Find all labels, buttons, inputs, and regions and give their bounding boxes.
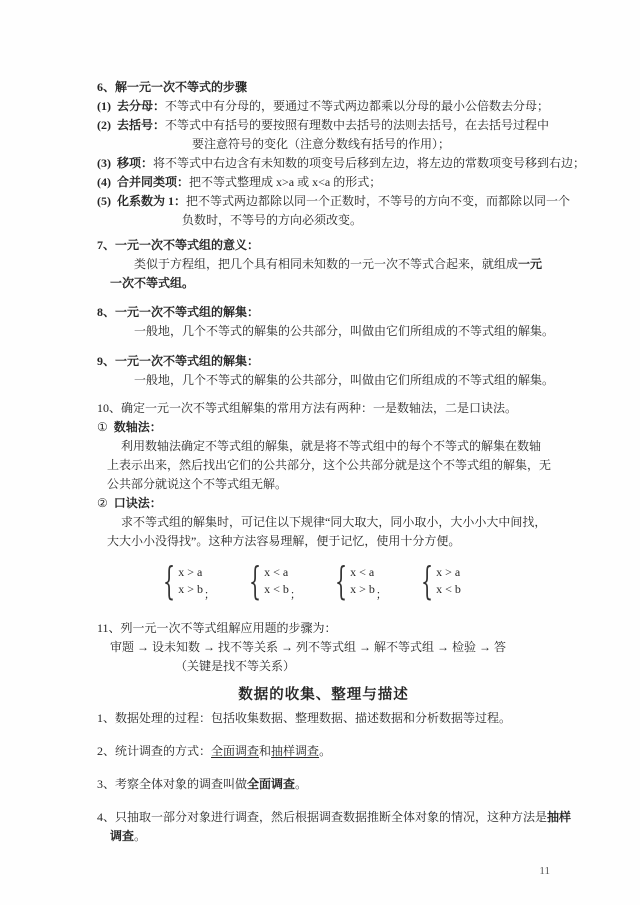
flow-note: （关键是找不等关系）	[175, 659, 296, 673]
underlined-term-sampling: 抽样调查	[271, 744, 320, 758]
underlined-term-census: 全面调查	[211, 744, 260, 758]
item-text: 4、只抽取一部分对象进行调查，然后根据调查数据推断全体对象的情况，这种方法是	[97, 810, 548, 824]
item-text: 。	[295, 777, 308, 791]
separator-semicolon: ；	[375, 589, 387, 601]
item-text: 和	[259, 744, 272, 758]
method-1-line-1: 利用数轴法确定不等式组的解集，就是将不等式组中的每个不等式的解集在数轴	[121, 439, 542, 453]
inequality-top: x > a	[178, 565, 203, 579]
item-term: 合并同类项：	[117, 175, 190, 189]
method-2-line-2: 大大小小没得找”。这种方法容易理解，便于记忆，使用十分方便。	[107, 534, 461, 548]
inequality-systems	[157, 559, 550, 603]
section-8-body: 一般地，几个不等式的解集的公共部分，叫做由它们所组成的不等式组的解集。	[134, 324, 555, 338]
body-text: 类似于方程组，把几个具有相同未知数的一元一次不等式合起来，就组成	[134, 257, 519, 271]
method-term: 数轴法：	[113, 420, 162, 434]
separator-semicolon: ；	[289, 589, 301, 601]
data-item-4	[97, 808, 572, 827]
method-1-heading	[97, 418, 550, 437]
data-item-4-cont	[97, 827, 550, 846]
inequality-bottom: x > b	[350, 582, 375, 596]
item-term: 化系数为 1：	[117, 194, 187, 208]
key-term-sampling: 抽样	[547, 810, 572, 824]
item-marker: (2)	[97, 118, 111, 132]
part-2-title: 数据的收集、整理与描述	[238, 687, 409, 703]
system-column	[178, 564, 203, 598]
system-column	[436, 564, 461, 598]
inequality-bottom: x > b	[178, 582, 203, 596]
system-column	[350, 564, 375, 598]
inequality-system-4	[415, 560, 462, 602]
inequality-bottom: x < b	[264, 582, 289, 596]
item-marker: (4)	[97, 175, 111, 189]
section-8-heading: 8、一元一次不等式组的解集：	[97, 305, 260, 319]
step-item-1	[97, 97, 550, 116]
method-term: 口诀法：	[113, 496, 162, 510]
method-2-heading	[97, 494, 550, 513]
circled-2-marker: ②	[97, 496, 108, 510]
item-text: 不等式中有括号的要按照有理数中去括号的法则去括号，在去括号过程中	[165, 118, 550, 132]
solution-flow: 审题 → 设未知数 → 找不等关系 → 列不等式组 → 解不等式组 → 检验 → 答	[110, 640, 507, 654]
item-text: 2、统计调查的方式：	[97, 744, 212, 758]
separator-semicolon: ；	[203, 589, 215, 601]
inequality-top: x < a	[350, 565, 375, 579]
left-brace: {	[334, 559, 348, 603]
item-text: 把不等式两边都除以同一个正数时，不等号的方向不变，而都除以同一个	[186, 194, 571, 208]
key-term-sampling: 调查	[110, 829, 135, 843]
left-brace: {	[249, 559, 262, 603]
data-item-2	[97, 742, 550, 761]
step-item-5-cont: 负数时，不等号的方向必须改变。	[182, 213, 363, 227]
method-1-line-2: 上表示出来，然后找出它们的公共部分，这个公共部分就是这个不等式组的解集，无	[107, 458, 552, 472]
step-item-4	[97, 173, 550, 192]
section-7-heading: 7、一元一次不等式组的意义：	[97, 238, 260, 252]
section-6-heading: 6、解一元一次不等式的步骤	[97, 80, 248, 94]
item-text: 把不等式整理成 x>a 或 x<a 的形式；	[189, 175, 382, 189]
inequality-system-2	[243, 560, 301, 602]
method-1-line-3: 公共部分就说这个不等式组无解。	[107, 477, 288, 491]
inequality-top: x > a	[436, 565, 461, 579]
step-item-2-cont: 要注意符号的变化（注意分数线有括号的作用）；	[192, 137, 451, 151]
section-7-body-line-1	[97, 255, 550, 274]
section-9-body: 一般地，几个不等式的解集的公共部分，叫做由它们所组成的不等式组的解集。	[134, 373, 555, 387]
section-10-intro: 10、确定一元一次不等式组解集的常用方法有两种：一是数轴法，二是口诀法。	[97, 401, 518, 415]
inequality-system-3	[329, 560, 387, 602]
section-11-heading: 11、列一元一次不等式组解应用题的步骤为：	[97, 621, 337, 635]
inequality-bottom: x < b	[436, 582, 461, 596]
data-item-1: 1、数据处理的过程：包括收集数据、整理数据、描述数据和分析数据等过程。	[97, 711, 512, 725]
inequality-system-1	[157, 560, 215, 602]
step-item-2	[97, 116, 550, 135]
item-text: 。	[319, 744, 332, 758]
system-column	[264, 564, 289, 598]
step-item-3	[97, 154, 586, 173]
key-term-census: 全面调查	[247, 777, 296, 791]
inequality-top: x < a	[264, 565, 289, 579]
left-brace: {	[420, 559, 434, 603]
left-brace: {	[163, 559, 176, 603]
item-text: 不等式中有分母的，要通过不等式两边都乘以分母的最小公倍数去分母；	[165, 99, 550, 113]
page-number: 11	[539, 865, 550, 877]
data-item-3	[97, 775, 550, 794]
section-9-heading: 9、一元一次不等式组的解集：	[97, 354, 260, 368]
step-item-5	[97, 192, 571, 211]
item-term: 去分母：	[117, 99, 166, 113]
method-2-line-1: 求不等式组的解集时，可记住以下规律“同大取大，同小取小，大小小大中间找，	[121, 515, 547, 529]
item-text: 。	[134, 829, 147, 843]
item-marker: (1)	[97, 99, 111, 113]
key-term: 一元	[518, 257, 543, 271]
item-term: 去括号：	[117, 118, 166, 132]
circled-1-marker: ①	[97, 420, 108, 434]
item-marker: (3)	[97, 156, 111, 170]
item-marker: (5)	[97, 194, 111, 208]
section-7-body-line-2: 一次不等式组。	[110, 276, 195, 290]
item-text: 3、考察全体对象的调查叫做	[97, 777, 248, 791]
item-term: 移项：	[117, 156, 154, 170]
item-text: 将不等式中右边含有未知数的项变号后移到左边，将左边的常数项变号移到右边；	[153, 156, 586, 170]
